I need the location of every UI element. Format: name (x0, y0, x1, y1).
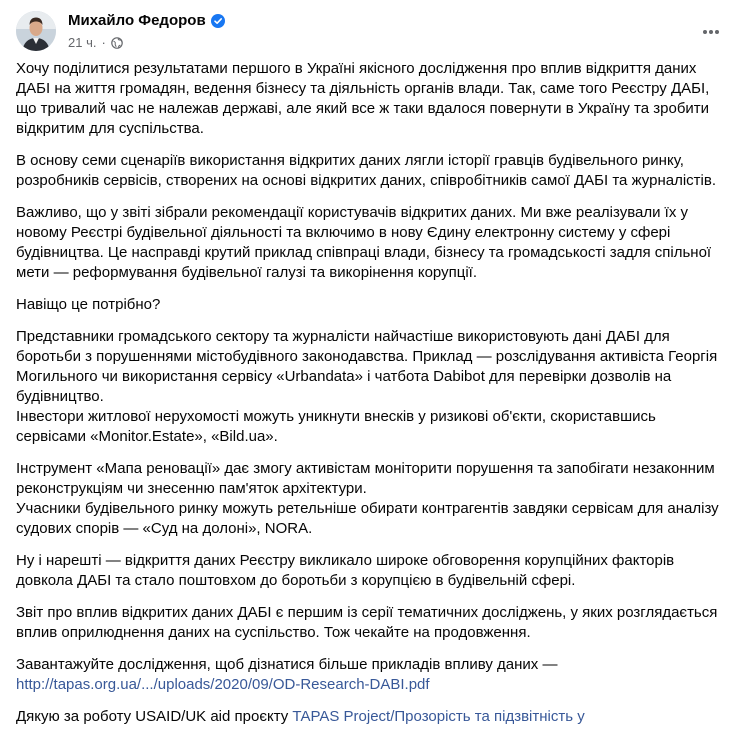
post-body (16, 59, 722, 739)
author-name[interactable]: Михайло Федоров (68, 12, 206, 29)
download-paragraph (16, 655, 722, 695)
post-paragraph: Звіт про вплив відкритих даних ДАБІ є першим із серії тематичних досліджень, у яких розглядається вплив оприлюднення даних на суспільство. Тож чекайте на продовження. (16, 604, 718, 641)
avatar-photo (16, 11, 56, 51)
download-link[interactable]: http://tapas.org.ua/.../uploads/2020/09/OD-Research-DABI.pdf (16, 676, 430, 693)
post-paragraph: Хочу поділитися результатами першого в Україні якісного дослідження про вплив відкриття даних ДАБІ на життя громадян, ведення бізнесу та діяльність органів влади. Так, саме того Реєстру ДАБІ, що тривалий час не належав державі, але який все ж таки вдалося повернути в Україну та зробити відкритим для суспільства. (16, 60, 710, 137)
post-header (16, 8, 725, 56)
post-meta (68, 35, 225, 51)
globe-icon[interactable] (111, 37, 123, 49)
download-text: Завантажуйте дослідження, щоб дізнатися більше прикладів впливу даних — (16, 656, 558, 673)
thanks-paragraph (16, 707, 722, 727)
author-block (68, 10, 225, 51)
post-paragraph: Навіщо це потрібно? (16, 296, 161, 313)
post-paragraph: В основу семи сценаріїв використання відкритих даних лягли історії гравців будівельного ринку, розробників сервісів, створених на основі відкритих даних, співробітників самої ДАБІ та журналістів. (16, 152, 716, 189)
author-row (68, 10, 225, 32)
post-paragraph: Інструмент «Мапа реновації» дає змогу активістам моніторити порушення та запобігати незаконним реконструкціям чи знесенню пам'яток архітектури. (16, 460, 715, 497)
verified-badge-icon (211, 14, 225, 28)
post-paragraph: Ну і нарешті — відкриття даних Реєстру викликало широке обговорення корупційних факторів довкола ДАБІ та стало поштовхом до боротьби з корупцією в будівельній сфері. (16, 552, 675, 589)
post-paragraph: Інвестори житлової нерухомості можуть уникнути внесків у ризикові об'єкти, скориставшись сервісами «Monitor.Estate», «Bild.ua». (16, 408, 656, 445)
post-paragraph: Учасники будівельного ринку можуть ретельніше обирати контрагентів завдяки сервісам для аналізу судових спорів — «Суд на долоні», NORA. (16, 500, 719, 537)
thanks-text: Дякую за роботу USAID/UK aid проєкту (16, 708, 289, 725)
post-timestamp[interactable]: 21 ч. (68, 35, 97, 50)
meta-separator: · (101, 35, 106, 50)
post-paragraph: Представники громадського сектору та журналісти найчастіше використовують дані ДАБІ для боротьби з порушеннями містобудівного законодавства. Приклад — розслідування активіста Георгія Могильного чи використання сервісу «Urbandata» і чатбота Dabibot для перевірки дозволів на будівництво. (16, 328, 718, 405)
more-options-icon (701, 22, 721, 42)
author-avatar[interactable] (16, 11, 56, 51)
post-paragraph: Важливо, що у звіті зібрали рекомендації користувачів відкритих даних. Ми вже реалізували їх у новому Реєстрі будівельної діяльності та включимо в нову Єдину електронну систему у сфері будівництва. Це насправді крутий приклад співпраці влади, бізнесу та громадськості задля спільної мети — реформування будівельної галузі та викорінення корупції. (16, 204, 712, 281)
tapas-project-link[interactable]: TAPAS Project/Прозорість та підзвітність у (292, 708, 585, 725)
more-options-button[interactable] (693, 14, 729, 50)
